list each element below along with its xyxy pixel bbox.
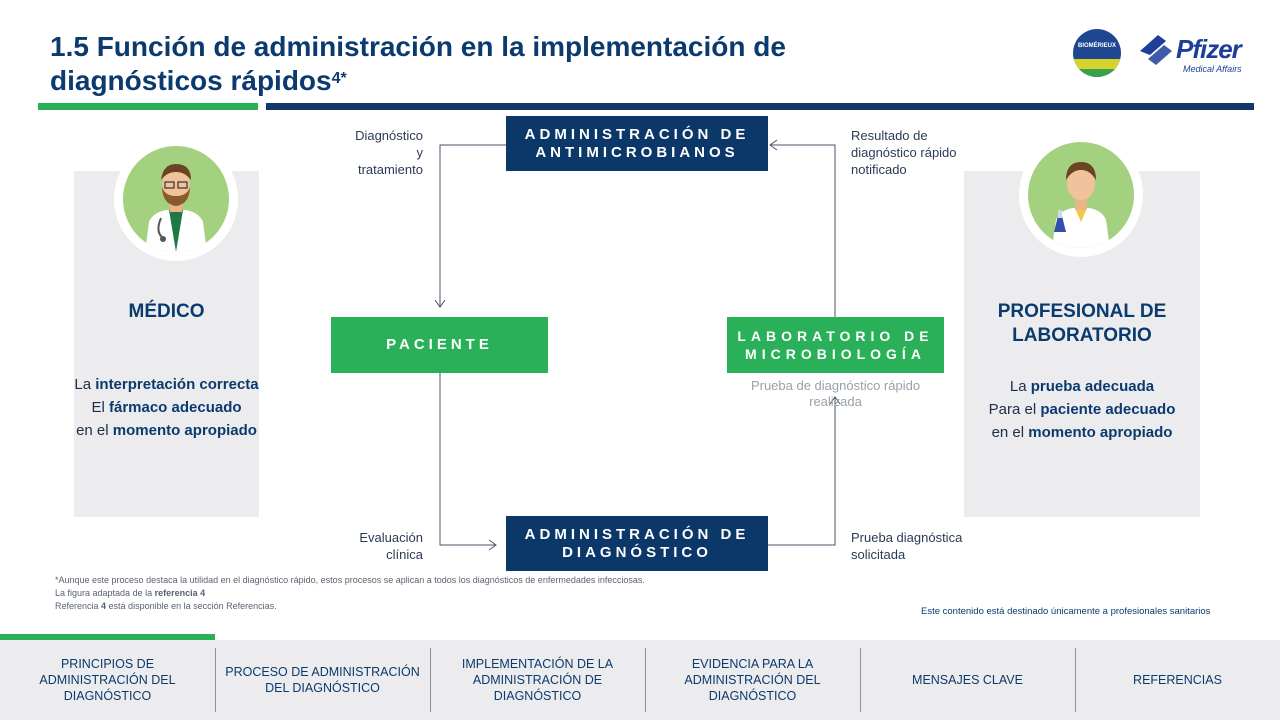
arrow-diagnostic-to-lab [768,398,835,545]
nav-item-process[interactable]: PROCESO DE ADMINISTRACIÓN DEL DIAGNÓSTICO [215,640,430,720]
page-title: 1.5 Función de administración en la implementación de diagnósticos rápidos$^{4*}$ [50,31,786,96]
pfizer-logo: Pfizer [1176,34,1241,64]
pfizer-medical-affairs: Medical Affairs [1183,64,1242,74]
nav-item-references[interactable]: REFERENCIAS [1075,640,1280,720]
title-superscript: 4* [331,70,347,87]
biomerieux-logo: BIOMÉRIEUX [1073,29,1121,77]
lab-note: Prueba de diagnóstico rápido realizada [750,378,921,409]
medico-line: La interpretación correcta [74,376,259,393]
professionals-disclaimer: Este contenido está destinado únicamente a profesionales sanitarios [921,606,1211,617]
patient-box: PACIENTE [331,317,548,373]
bottom-navigation [0,640,1280,720]
nav-item-implementation[interactable]: IMPLEMENTACIÓN DE LA ADMINISTRACIÓN DE DIAGNÓSTICO [430,640,645,720]
arrow-antimicrobial-to-patient [440,145,506,306]
label-rapid-result-notified: Resultado de diagnóstico rápido notificado [851,128,957,177]
label-test-requested: Prueba diagnóstica solicitada [851,530,963,562]
lab-line: en el momento apropiado [991,424,1173,441]
lab-professional-title: PROFESIONAL DE LABORATORIO [997,301,1167,346]
arrow-patient-to-diagnostic [440,373,496,545]
medico-line: El fármaco adecuado [91,399,242,416]
nav-item-evidence[interactable]: EVIDENCIA PARA LA ADMINISTRACIÓN DEL DIAGNÓSTICO [645,640,860,720]
nav-item-principles[interactable]: PRINCIPIOS DE ADMINISTRACIÓN DEL DIAGNÓSTICO [39,657,176,703]
label-diagnosis-treatment: Diagnóstico y tratamiento [355,128,423,177]
label-clinical-evaluation: Evaluación clínica [359,530,423,562]
footnote-scope: *Aunque este proceso destaca la utilidad en el diagnóstico rápido, estos procesos se aplican a todos los diagnósticos de enfermedades infecciosas. [55,575,645,585]
nav-item-key-messages[interactable]: MENSAJES CLAVE [860,640,1075,720]
lab-line: Para el paciente adecuado [988,401,1176,418]
arrow-lab-to-antimicrobial [770,145,835,317]
microbiology-lab-box: LABORATORIO DE MICROBIOLOGÍA [727,317,944,373]
footnote-adapted: La figura adaptada de la referencia 4 [55,588,206,598]
footnote-reference: Referencia 4 está disponible en la sección Referencias. [55,601,277,611]
diagnostic-stewardship-box: ADMINISTRACIÓN DE DIAGNÓSTICO [506,516,768,571]
antimicrobial-stewardship-box: ADMINISTRACIÓN DE ANTIMICROBIANOS [506,116,768,171]
medico-line: en el momento apropiado [76,422,257,439]
lab-line: La prueba adecuada [1009,378,1155,395]
medico-title: MÉDICO [128,301,205,322]
